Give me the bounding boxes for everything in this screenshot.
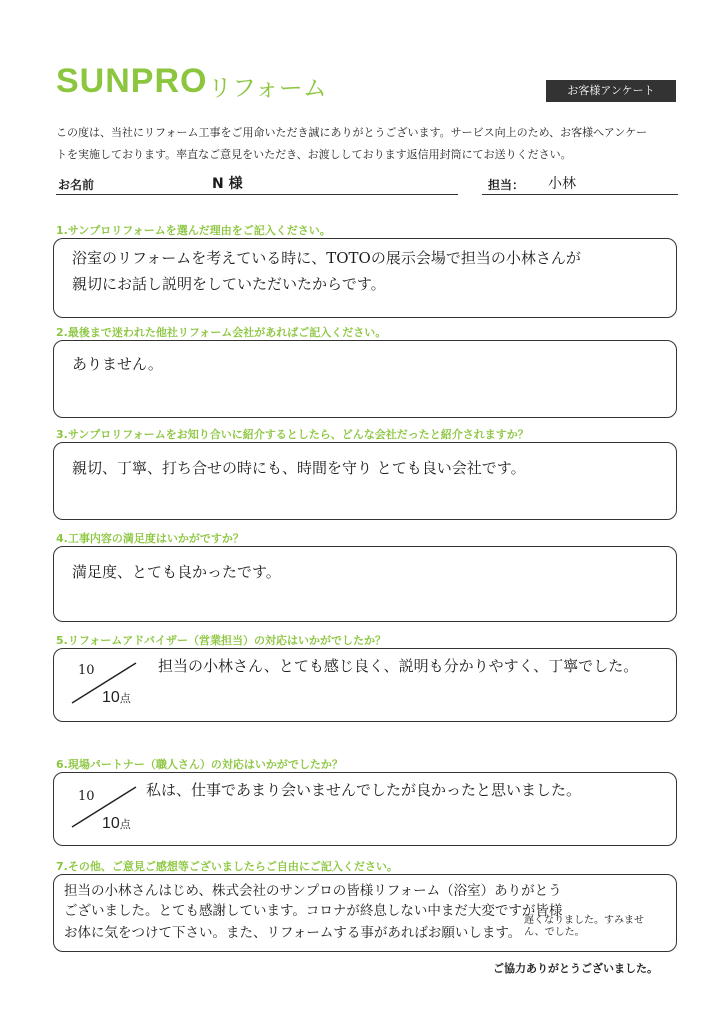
intro-text — [56, 122, 676, 166]
question-1-answer-line-1: 浴室のリフォームを考えている時に、TOTOの展示会場で担当の小林さんが — [72, 249, 581, 267]
question-6-score — [102, 815, 131, 833]
question-3-title: 3.サンプロリフォームをお知り合いに紹介するとしたら、どんな会社だったと紹介されますか？ — [56, 428, 529, 441]
reform-logo-text: リフォーム — [208, 74, 327, 102]
question-3-answer-line-1: 親切、丁寧、打ち合せの時にも、時間を守り とても良い会社です。 — [72, 459, 526, 477]
question-2-title: 2.最後まで迷われた他社リフォーム会社があればご記入ください。 — [56, 326, 387, 339]
question-7-title: 7.その他、ご意見ご感想等ございましたらご自由にご記入ください。 — [56, 860, 398, 873]
survey-badge: お客様アンケート — [546, 80, 676, 102]
question-3-answer-box — [53, 442, 677, 520]
question-1-answer-line-2: 親切にお話し説明をしていただいたからです。 — [72, 275, 386, 293]
tanto-label: 担当： — [488, 178, 525, 192]
question-6-score-unit: 点 — [119, 819, 131, 831]
question-6-score-value: 10 — [102, 815, 120, 832]
name-label: お名前 — [58, 178, 95, 192]
name-value: N 様 — [212, 176, 243, 192]
question-5-answer-line-1: 担当の小林さん、とても感じ良く、説明も分かりやすく、丁寧でした。 — [158, 657, 639, 675]
question-2-answer-line-1: ありません。 — [72, 355, 163, 373]
question-6-title: 6.現場パートナー（職人さん）の対応はいかがでしたか？ — [56, 758, 343, 771]
question-7-answer-line-1: 担当の小林さんはじめ、株式会社のサンプロの皆様リフォーム（浴室）ありがとう — [64, 883, 562, 899]
question-4-answer-box — [53, 546, 677, 622]
question-7-answer-line-2: ございました。とても感謝しています。コロナが終息しない中まだ大変ですが皆様 — [64, 903, 563, 919]
question-4-title: 4.工事内容の満足度はいかがですか？ — [56, 532, 244, 545]
question-7-answer-line-4: 遅くなりました。すみません、でした。 — [524, 915, 644, 938]
question-5-score-value: 10 — [102, 689, 120, 706]
thanks-message: ご協力ありがとうございました。 — [493, 962, 658, 975]
question-7-answer-box — [53, 874, 677, 952]
question-6-answer-box — [53, 772, 677, 846]
question-6-score-written: 10 — [78, 789, 95, 804]
question-5-score-written: 10 — [78, 663, 95, 678]
question-1-answer-box — [53, 238, 677, 318]
question-2-answer-box — [53, 340, 677, 418]
sunpro-logo: SUNPRO — [56, 62, 208, 100]
question-5-title: 5.リフォームアドバイザー（営業担当）の対応はいかがでしたか？ — [56, 634, 387, 647]
question-1-title: 1.サンプロリフォームを選んだ理由をご記入ください。 — [56, 224, 331, 237]
intro-line-1: この度は、当社にリフォーム工事をご用命いただき誠にありがとうございます。サービス向上のため、お客様へアンケー — [56, 126, 648, 139]
intro-line-2: トを実施しております。率直なご意見をいただき、お渡ししております返信用封筒にてお送りください。 — [56, 148, 572, 161]
question-4-answer-line-1: 満足度、とても良かったです。 — [72, 563, 281, 581]
name-underline — [56, 194, 458, 195]
question-5-answer-box — [53, 648, 677, 722]
question-5-score-unit: 点 — [119, 693, 131, 705]
question-5-score — [102, 689, 131, 707]
tanto-underline — [482, 194, 678, 195]
question-7-answer-line-3: お体に気をつけて下さい。また、リフォームする事があればお願いします。 — [64, 925, 522, 941]
tanto-value: 小林 — [548, 176, 576, 192]
question-6-answer-line-1: 私は、仕事であまり会いませんでしたが良かったと思いました。 — [146, 781, 582, 799]
